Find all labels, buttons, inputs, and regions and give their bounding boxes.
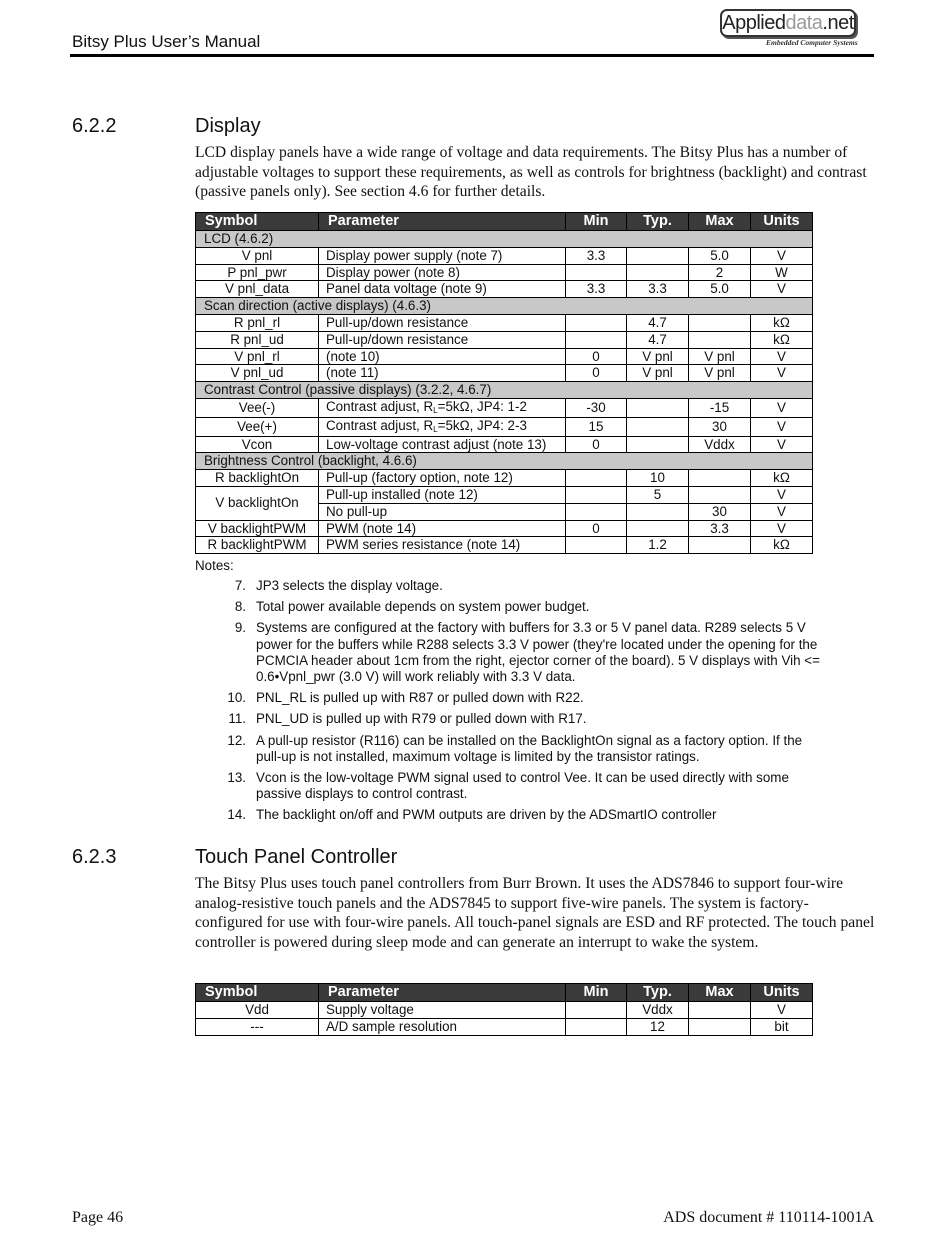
- notes-list: [222, 578, 822, 829]
- cell-units: V: [751, 247, 813, 264]
- table-row: [196, 470, 813, 487]
- cell-max: [689, 1018, 751, 1035]
- group-row: [196, 382, 813, 399]
- table-row: [196, 365, 813, 382]
- cell-symbol: Vcon: [196, 436, 319, 453]
- cell-symbol: Vee(+): [196, 417, 319, 436]
- cell-typ: [627, 520, 689, 537]
- table-header-row: [196, 984, 813, 1002]
- param-text: Contrast adjust, R: [326, 398, 434, 414]
- cell-symbol: Vee(-): [196, 398, 319, 417]
- cell-max: [689, 331, 751, 348]
- note-item: [222, 733, 822, 765]
- group-label: Scan direction (active displays) (4.6.3): [196, 298, 813, 315]
- col-typ: Typ.: [627, 213, 689, 231]
- table-row: [196, 247, 813, 264]
- cell-typ: 4.7: [627, 314, 689, 331]
- note-number: 9.: [234, 620, 246, 636]
- note-number: 13.: [227, 770, 246, 786]
- cell-max: 5.0: [689, 247, 751, 264]
- cell-max: 30: [689, 503, 751, 520]
- note-text: Total power available depends on system power budget.: [256, 599, 590, 615]
- cell-parameter: [319, 398, 566, 417]
- cell-max: [689, 314, 751, 331]
- table-row: [196, 314, 813, 331]
- cell-max: 30: [689, 417, 751, 436]
- table-row: [196, 1002, 813, 1019]
- table-row: [196, 417, 813, 436]
- cell-units: V: [751, 348, 813, 365]
- cell-typ: Vddx: [627, 1002, 689, 1019]
- cell-typ: V pnl: [627, 348, 689, 365]
- footer-page-number: Page 46: [72, 1209, 124, 1226]
- cell-max: [689, 1002, 751, 1019]
- cell-units: kΩ: [751, 537, 813, 554]
- cell-symbol: V pnl: [196, 247, 319, 264]
- cell-typ: 4.7: [627, 331, 689, 348]
- cell-units: V: [751, 520, 813, 537]
- table-row: [196, 281, 813, 298]
- running-header-title: Bitsy Plus User’s Manual: [72, 32, 261, 51]
- cell-parameter: Pull-up/down resistance: [319, 314, 566, 331]
- cell-min: 0: [566, 436, 627, 453]
- note-number: 7.: [234, 578, 246, 593]
- cell-units: V: [751, 486, 813, 503]
- display-paragraph: LCD display panels have a wide range of voltage and data requirements. The Bitsy Plus has a number of adjustable voltages to support these requirements, as well as controls for brightness (backlight) and contrast (passive panels only). See section 4.6 for further details.: [195, 144, 867, 201]
- logo-wordmark: [720, 9, 856, 37]
- touch-paragraph: The Bitsy Plus uses touch panel controllers from Burr Brown. It uses the ADS7846 to support four-wire analog-resistive touch panels and the ADS7845 to support five-wire panels. The system is factory-configured for use with four-wire panels. All touch-panel signals are ESD and RF protected. The touch panel controller is powered during sleep mode and can generate an interrupt to wake the system.: [195, 875, 875, 951]
- logo-tagline: Embedded Computer Systems: [766, 38, 858, 47]
- table-row: [196, 486, 813, 503]
- cell-units: V: [751, 365, 813, 382]
- cell-typ: 3.3: [627, 281, 689, 298]
- touch-spec-table: [195, 983, 813, 1036]
- note-item: [222, 711, 822, 727]
- cell-symbol: V backlightOn: [196, 486, 319, 520]
- cell-min: [566, 486, 627, 503]
- cell-parameter: Low-voltage contrast adjust (note 13): [319, 436, 566, 453]
- cell-parameter: PWM (note 14): [319, 520, 566, 537]
- cell-symbol: V pnl_rl: [196, 348, 319, 365]
- group-label: Brightness Control (backlight, 4.6.6): [196, 453, 813, 470]
- cell-parameter: Pull-up (factory option, note 12): [319, 470, 566, 487]
- display-spec-table: [195, 212, 813, 554]
- notes-label: Notes:: [195, 558, 234, 573]
- table-row: [196, 520, 813, 537]
- cell-parameter: Supply voltage: [319, 1002, 566, 1019]
- cell-min: 3.3: [566, 281, 627, 298]
- cell-min: 15: [566, 417, 627, 436]
- group-row: [196, 231, 813, 248]
- cell-units: V: [751, 436, 813, 453]
- cell-symbol: Vdd: [196, 1002, 319, 1019]
- cell-parameter: Display power (note 8): [319, 264, 566, 281]
- group-row: [196, 453, 813, 470]
- note-number: 11.: [228, 711, 246, 727]
- cell-parameter: Panel data voltage (note 9): [319, 281, 566, 298]
- table-row: [196, 264, 813, 281]
- table-row: [196, 436, 813, 453]
- col-units: Units: [751, 213, 813, 231]
- cell-max: [689, 486, 751, 503]
- col-typ: Typ.: [627, 984, 689, 1002]
- col-parameter: Parameter: [319, 213, 566, 231]
- note-item: [222, 578, 822, 594]
- group-row: [196, 298, 813, 315]
- cell-units: V: [751, 417, 813, 436]
- col-symbol: Symbol: [196, 213, 319, 231]
- cell-max: [689, 470, 751, 487]
- cell-min: [566, 331, 627, 348]
- cell-max: [689, 537, 751, 554]
- logo-text-applied: Applied: [722, 12, 786, 34]
- cell-parameter: (note 11): [319, 365, 566, 382]
- cell-symbol: P pnl_pwr: [196, 264, 319, 281]
- applieddata-logo: [720, 9, 860, 49]
- cell-parameter: Display power supply (note 7): [319, 247, 566, 264]
- cell-parameter: Pull-up/down resistance: [319, 331, 566, 348]
- cell-typ: V pnl: [627, 365, 689, 382]
- cell-units: kΩ: [751, 331, 813, 348]
- cell-parameter: No pull-up: [319, 503, 566, 520]
- param-text: =5kΩ, JP4: 1-2: [437, 398, 527, 414]
- note-item: [222, 770, 822, 802]
- cell-symbol: R pnl_ud: [196, 331, 319, 348]
- note-number: 14.: [227, 807, 246, 823]
- section-title-touch: Touch Panel Controller: [195, 846, 398, 868]
- cell-typ: 5: [627, 486, 689, 503]
- note-item: [222, 807, 822, 823]
- note-text: Systems are configured at the factory with buffers for 3.3 or 5 V panel data. R289 selects 5 V power for the buffers while R288 selects 3.3 V power (they're located under the opening for the PCMCIA header about 1cm from the right, ejector corner of the board). 5 V displays with Vih <= 0.6•Vpnl_pwr (3.0 V) will work reliably with 3.3 V data.: [256, 620, 820, 685]
- cell-units: V: [751, 281, 813, 298]
- note-text: JP3 selects the display voltage.: [256, 578, 443, 593]
- table-header-row: [196, 213, 813, 231]
- cell-units: kΩ: [751, 470, 813, 487]
- col-symbol: Symbol: [196, 984, 319, 1002]
- param-text: Contrast adjust, R: [326, 417, 434, 433]
- note-item: [222, 620, 822, 685]
- logo-text-net: .net: [822, 12, 854, 34]
- cell-symbol: V pnl_data: [196, 281, 319, 298]
- table-row: [196, 331, 813, 348]
- col-max: Max: [689, 984, 751, 1002]
- cell-min: [566, 1002, 627, 1019]
- cell-min: 0: [566, 348, 627, 365]
- group-label: Contrast Control (passive displays) (3.2.2, 4.6.7): [196, 382, 813, 399]
- cell-units: kΩ: [751, 314, 813, 331]
- note-text: The backlight on/off and PWM outputs are driven by the ADSmartIO controller: [256, 807, 717, 823]
- cell-units: W: [751, 264, 813, 281]
- cell-min: [566, 503, 627, 520]
- cell-typ: 12: [627, 1018, 689, 1035]
- cell-min: [566, 537, 627, 554]
- header-rule: [70, 54, 874, 57]
- cell-min: -30: [566, 398, 627, 417]
- cell-typ: [627, 264, 689, 281]
- cell-parameter: A/D sample resolution: [319, 1018, 566, 1035]
- cell-typ: [627, 417, 689, 436]
- cell-typ: 1.2: [627, 537, 689, 554]
- cell-typ: 10: [627, 470, 689, 487]
- param-subscript: L: [433, 424, 438, 434]
- col-units: Units: [751, 984, 813, 1002]
- param-text: =5kΩ, JP4: 2-3: [437, 417, 527, 433]
- cell-max: Vddx: [689, 436, 751, 453]
- cell-units: V: [751, 398, 813, 417]
- cell-parameter: Pull-up installed (note 12): [319, 486, 566, 503]
- cell-min: [566, 264, 627, 281]
- table-row: [196, 348, 813, 365]
- cell-min: [566, 1018, 627, 1035]
- cell-min: [566, 470, 627, 487]
- col-min: Min: [566, 213, 627, 231]
- cell-units: bit: [751, 1018, 813, 1035]
- cell-min: 0: [566, 365, 627, 382]
- section-number-touch: 6.2.3: [72, 846, 117, 868]
- cell-max: V pnl: [689, 365, 751, 382]
- group-label: LCD (4.6.2): [196, 231, 813, 248]
- cell-max: -15: [689, 398, 751, 417]
- cell-typ: [627, 398, 689, 417]
- note-item: [222, 599, 822, 615]
- logo-text-data: data: [785, 12, 823, 34]
- cell-units: V: [751, 503, 813, 520]
- cell-parameter: PWM series resistance (note 14): [319, 537, 566, 554]
- cell-min: [566, 314, 627, 331]
- cell-min: 3.3: [566, 247, 627, 264]
- col-parameter: Parameter: [319, 984, 566, 1002]
- cell-typ: [627, 503, 689, 520]
- table-row: [196, 1018, 813, 1035]
- cell-symbol: R backlightOn: [196, 470, 319, 487]
- cell-symbol: R pnl_rl: [196, 314, 319, 331]
- cell-max: 3.3: [689, 520, 751, 537]
- note-item: [222, 690, 822, 706]
- cell-symbol: ---: [196, 1018, 319, 1035]
- note-text: PNL_UD is pulled up with R79 or pulled down with R17.: [256, 711, 587, 727]
- col-min: Min: [566, 984, 627, 1002]
- section-number-display: 6.2.2: [72, 115, 117, 137]
- note-number: 12.: [227, 732, 246, 748]
- note-text: PNL_RL is pulled up with R87 or pulled down with R22.: [256, 690, 584, 706]
- cell-symbol: R backlightPWM: [196, 537, 319, 554]
- cell-symbol: V backlightPWM: [196, 520, 319, 537]
- cell-max: 5.0: [689, 281, 751, 298]
- cell-typ: [627, 247, 689, 264]
- cell-parameter: [319, 417, 566, 436]
- cell-typ: [627, 436, 689, 453]
- param-subscript: L: [433, 405, 438, 415]
- cell-min: 0: [566, 520, 627, 537]
- table-row: [196, 537, 813, 554]
- table-row: [196, 398, 813, 417]
- col-max: Max: [689, 213, 751, 231]
- cell-units: V: [751, 1002, 813, 1019]
- note-number: 10.: [227, 690, 246, 706]
- cell-symbol: V pnl_ud: [196, 365, 319, 382]
- footer-document-number: ADS document # 110114-1001A: [663, 1209, 874, 1226]
- note-text: Vcon is the low-voltage PWM signal used to control Vee. It can be used directly with some passive displays to control contrast.: [256, 770, 789, 802]
- cell-parameter: (note 10): [319, 348, 566, 365]
- note-number: 8.: [234, 599, 246, 615]
- section-title-display: Display: [195, 115, 261, 137]
- note-text: A pull-up resistor (R116) can be installed on the BacklightOn signal as a factory option. If the pull-up is not installed, maximum voltage is limited by the transistor ratings.: [256, 732, 803, 764]
- cell-max: 2: [689, 264, 751, 281]
- cell-max: V pnl: [689, 348, 751, 365]
